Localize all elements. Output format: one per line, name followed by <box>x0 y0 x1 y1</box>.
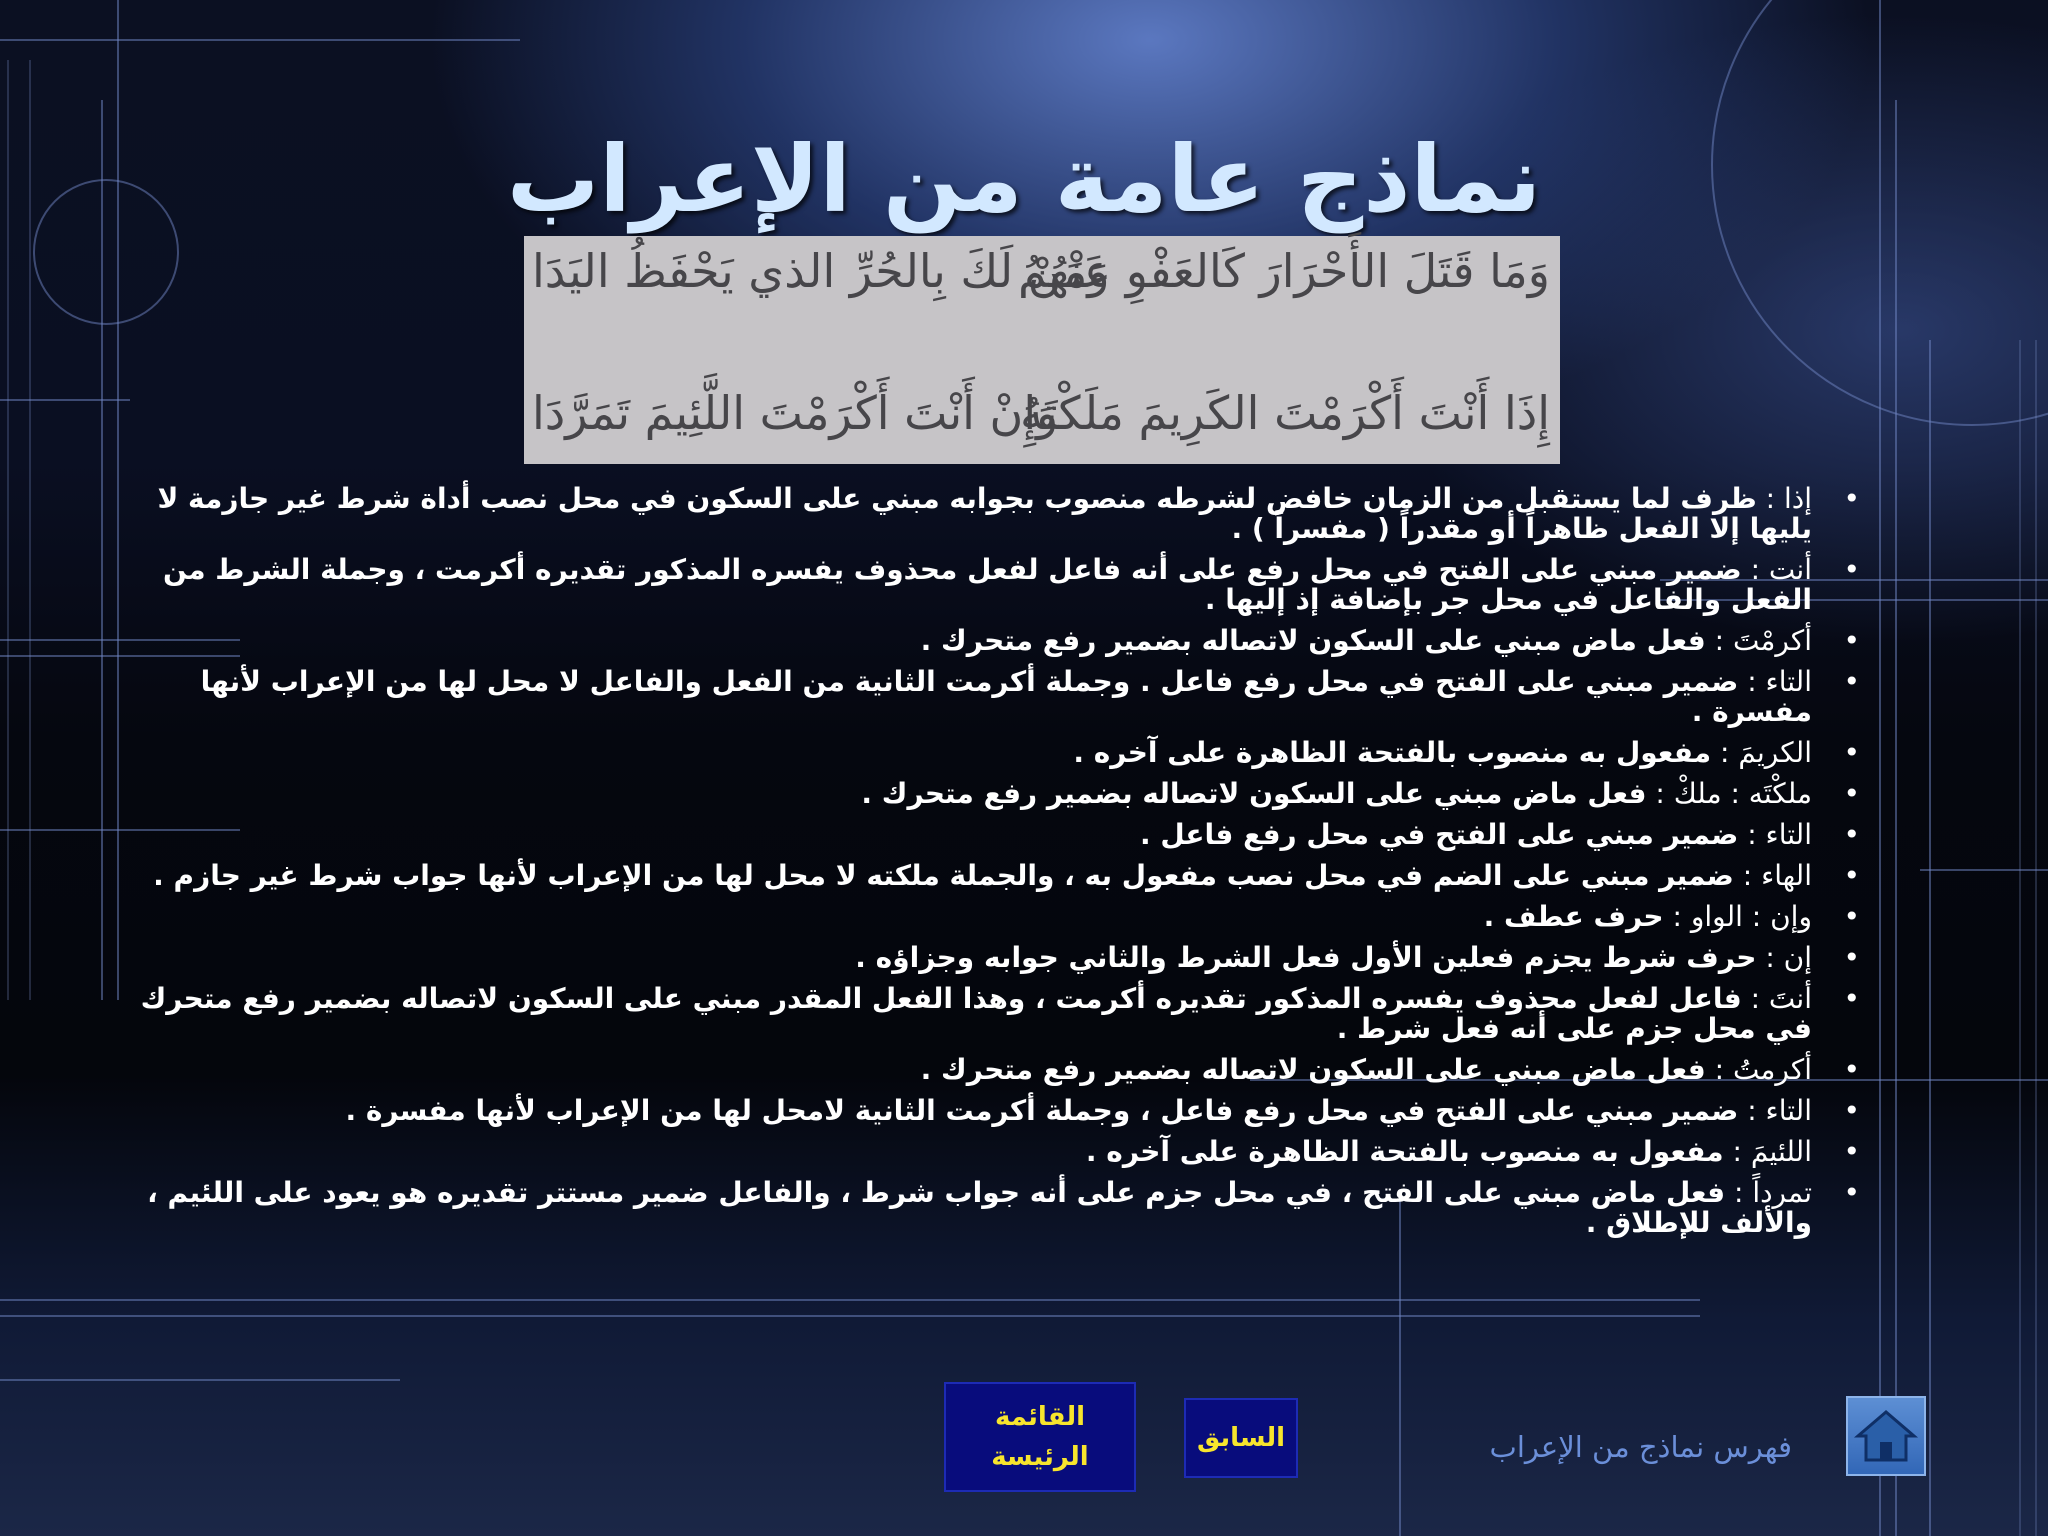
list-item <box>140 943 1860 973</box>
analysis-description: حرف شرط يجزم فعلين الأول فعل الشرط والثاني جوابه وجزاؤه . <box>855 941 1757 974</box>
analysis-description: فعل ماض مبني على السكون لاتصاله بضمير رفع متحرك . <box>861 777 1647 810</box>
poem-verse-1-second-hemistich: وَمَنْ لَكَ بِالحُرِّ الذي يَحْفَظُ اليَدَا <box>532 244 1110 298</box>
analysis-description: ضمير مبني على الفتح في محل رفع فاعل . وجملة أكرمت الثانية من الفعل والفاعل لا محل لها من الإعراب لأنها مفسرة . <box>200 665 1812 728</box>
poem-verse-2-second-hemistich: وَإِنْ أَنْتَ أَكْرَمْتَ اللَّئِيمَ تَمَرَّدَا <box>532 386 1059 440</box>
list-item <box>140 1055 1860 1085</box>
analysis-term: اللئيمَ : <box>1723 1135 1812 1168</box>
poem-verse-2-first-hemistich: إِذَا أَنْتَ أَكْرَمْتَ الكَرِيمَ مَلَكْتَهُ <box>1020 386 1550 440</box>
list-item <box>140 484 1860 544</box>
list-item <box>140 667 1860 727</box>
analysis-description: ضمير مبني على الفتح في محل رفع فاعل ، وجملة أكرمت الثانية لامحل لها من الإعراب لأنها مفسرة . <box>345 1094 1739 1127</box>
analysis-term: التاء : <box>1738 1094 1812 1127</box>
analysis-term: التاء : <box>1738 665 1812 698</box>
list-item <box>140 626 1860 656</box>
analysis-description: مفعول به منصوب بالفتحة الظاهرة على آخره . <box>1085 1135 1724 1168</box>
main-menu-button[interactable]: القائمة الرئيسة <box>944 1382 1136 1492</box>
analysis-description: فعل ماض مبني على السكون لاتصاله بضمير رفع متحرك . <box>920 1053 1706 1086</box>
analysis-term: وإن : الواو : <box>1663 900 1812 933</box>
slide-title: نماذج عامة من الإعراب <box>506 126 1542 233</box>
list-item <box>140 779 1860 809</box>
analysis-description: ظرف لما يستقبل من الزمان خافض لشرطه منصوب بجوابه مبني على السكون في محل نصب أداة شرط غير جازمة لا يليها إلا الفعل ظاهراً أو مقدراً ( مفسراً ) . <box>157 482 1812 545</box>
poem-verse-1-first-hemistich: وَمَا قَتَلَ الأَحْرَارَ كَالعَفْوِ عَنْهُمُ <box>1018 244 1550 298</box>
analysis-description: ضمير مبني على الفتح في محل رفع فاعل . <box>1140 818 1739 851</box>
analysis-term: أكرمتُ : <box>1705 1053 1812 1086</box>
home-icon <box>1848 1398 1924 1474</box>
list-item <box>140 1096 1860 1126</box>
analysis-description: مفعول به منصوب بالفتحة الظاهرة على آخره . <box>1073 736 1712 769</box>
analysis-description: ضمير مبني على الفتح في محل رفع على أنه فاعل لفعل محذوف يفسره المذكور تقديره أكرمت ، وجملة الشرط من الفعل والفاعل في محل جر بإضافة إذ إليها . <box>163 553 1812 616</box>
list-item <box>140 902 1860 932</box>
home-button[interactable] <box>1846 1396 1926 1476</box>
analysis-term: الكريمَ : <box>1711 736 1812 769</box>
grammar-analysis-list <box>140 484 1860 1249</box>
list-item <box>140 1178 1860 1238</box>
index-link[interactable]: فهرس نماذج من الإعراب <box>1489 1430 1792 1464</box>
previous-button[interactable]: السابق <box>1184 1398 1298 1478</box>
analysis-description: فاعل لفعل محذوف يفسره المذكور تقديره أكرمت ، وهذا الفعل المقدر مبني على السكون لاتصاله بضمير رفع متحرك في محل جزم على أنه فعل شرط . <box>140 982 1812 1045</box>
analysis-term: تمرداً : <box>1725 1176 1812 1209</box>
analysis-term: إن : <box>1756 941 1812 974</box>
analysis-term: الهاء : <box>1733 859 1812 892</box>
list-item <box>140 820 1860 850</box>
list-item <box>140 555 1860 615</box>
analysis-term: ملكْتَه : ملكْ : <box>1646 777 1812 810</box>
list-item <box>140 861 1860 891</box>
list-item <box>140 984 1860 1044</box>
analysis-description: فعل ماض مبني على الفتح ، في محل جزم على أنه جواب شرط ، والفاعل ضمير مستتر تقديره هو يعود على اللئيم ، والألف للإطلاق . <box>147 1176 1812 1239</box>
analysis-description: فعل ماض مبني على السكون لاتصاله بضمير رفع متحرك . <box>920 624 1706 657</box>
list-item <box>140 738 1860 768</box>
analysis-term: إذا : <box>1756 482 1812 515</box>
analysis-term: أكرمْتَ : <box>1705 624 1812 657</box>
list-item <box>140 1137 1860 1167</box>
analysis-description: حرف عطف . <box>1483 900 1664 933</box>
analysis-term: أنتَ : <box>1741 982 1812 1015</box>
analysis-description: ضمير مبني على الضم في محل نصب مفعول به ، والجملة ملكته لا محل لها من الإعراب لأنها جواب شرط غير جازم . <box>153 859 1734 892</box>
analysis-term: أنت : <box>1741 553 1812 586</box>
poem-image <box>524 236 1560 464</box>
analysis-term: التاء : <box>1738 818 1812 851</box>
